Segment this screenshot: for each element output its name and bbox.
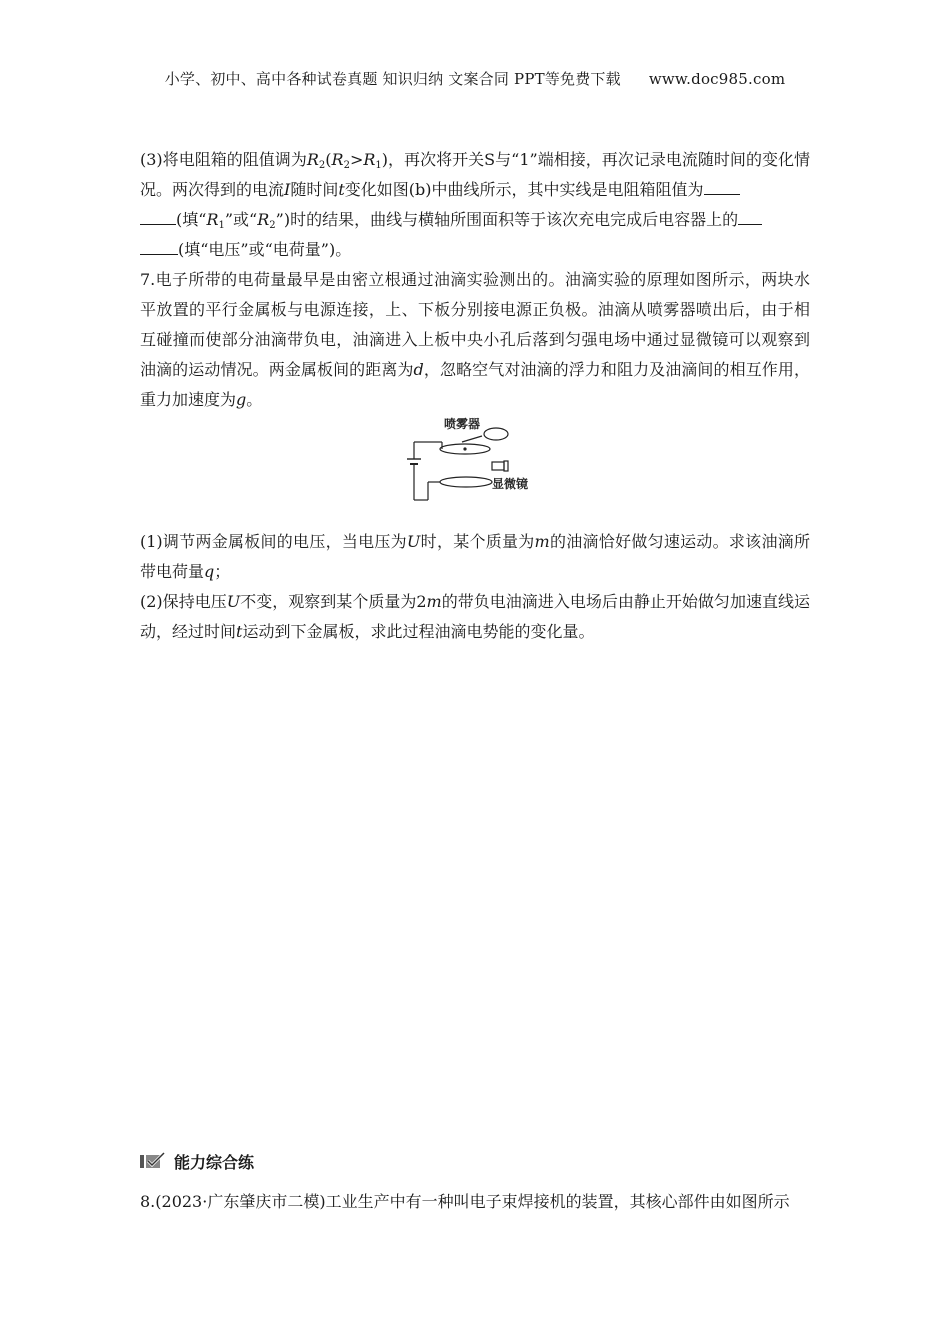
page-header — [0, 68, 950, 89]
question-6-part-3: (3)将电阻箱的阻值调为$R_2(R_2>R_1)$，再次将开关S与“1”端相接，再次记录电流随时间的变化情况。两次得到的电流I随时间t变化如图(b)中曲线所示，其中实线是电阻箱阻值为 (填“$R_1$”或“$R_2$”)时的结果，曲线与横轴所围面积等于该次充电完成后电容器上的 (填“电压”或“电荷量”)。 — [140, 150, 810, 259]
header-url[interactable]: www.doc985.com — [648, 70, 786, 88]
question-content — [140, 145, 810, 647]
lower-metal-plate — [440, 477, 492, 487]
answer-blank-1a[interactable] — [704, 178, 740, 195]
sprayer-nozzle — [462, 436, 482, 442]
apparatus-diagram — [400, 412, 550, 512]
question-7-part-2: (2)保持电压U不变，观察到某个质量为2m的带负电油滴进入电场后由静止开始做匀加速直线运动，经过时间t运动到下金属板，求此过程油滴电势能的变化量。 — [140, 592, 810, 641]
microscope-body — [492, 462, 504, 470]
header-text: 小学、初中、高中各种试卷真题 知识归纳 文案合同 PPT等免费下载 — [164, 70, 621, 88]
answer-blank-2b[interactable] — [140, 238, 178, 255]
question-8-stem: 8.(2023·广东肇庆市二模)工业生产中有一种叫电子束焊接机的装置，其核心部件由如图所示 — [140, 1192, 790, 1211]
section-heading — [140, 1146, 254, 1176]
answer-blank-1b[interactable] — [140, 208, 176, 225]
microscope-label: 显微镜 — [492, 477, 529, 491]
center-hole — [463, 447, 466, 450]
answer-blank-2a[interactable] — [738, 208, 762, 225]
sprayer-label: 喷雾器 — [444, 417, 481, 431]
section-title: 能力综合练 — [174, 1152, 255, 1172]
check-icon — [140, 1152, 166, 1170]
microscope-eyepiece — [504, 461, 508, 471]
millikan-apparatus-figure — [400, 412, 550, 512]
question-7-stem: 7.电子所带的电荷量最早是由密立根通过油滴实验测出的。油滴实验的原理如图所示，两块水平放置的平行金属板与电源连接，上、下板分别接电源正负极。油滴从喷雾器喷出后，由于相互碰撞而使部分油滴带负电，油滴进入上板中央小孔后落到匀强电场中通过显微镜可以观察到油滴的运动情况。两金属板间的距离为d，忽略空气对油滴的浮力和阻力及油滴间的相互作用，重力加速度为g。 — [140, 270, 810, 409]
sprayer-bulb — [484, 428, 508, 440]
question-7-part-1: (1)调节两金属板间的电压，当电压为U时，某个质量为m的油滴恰好做匀速运动。求该油滴所带电荷量q； — [140, 532, 810, 581]
